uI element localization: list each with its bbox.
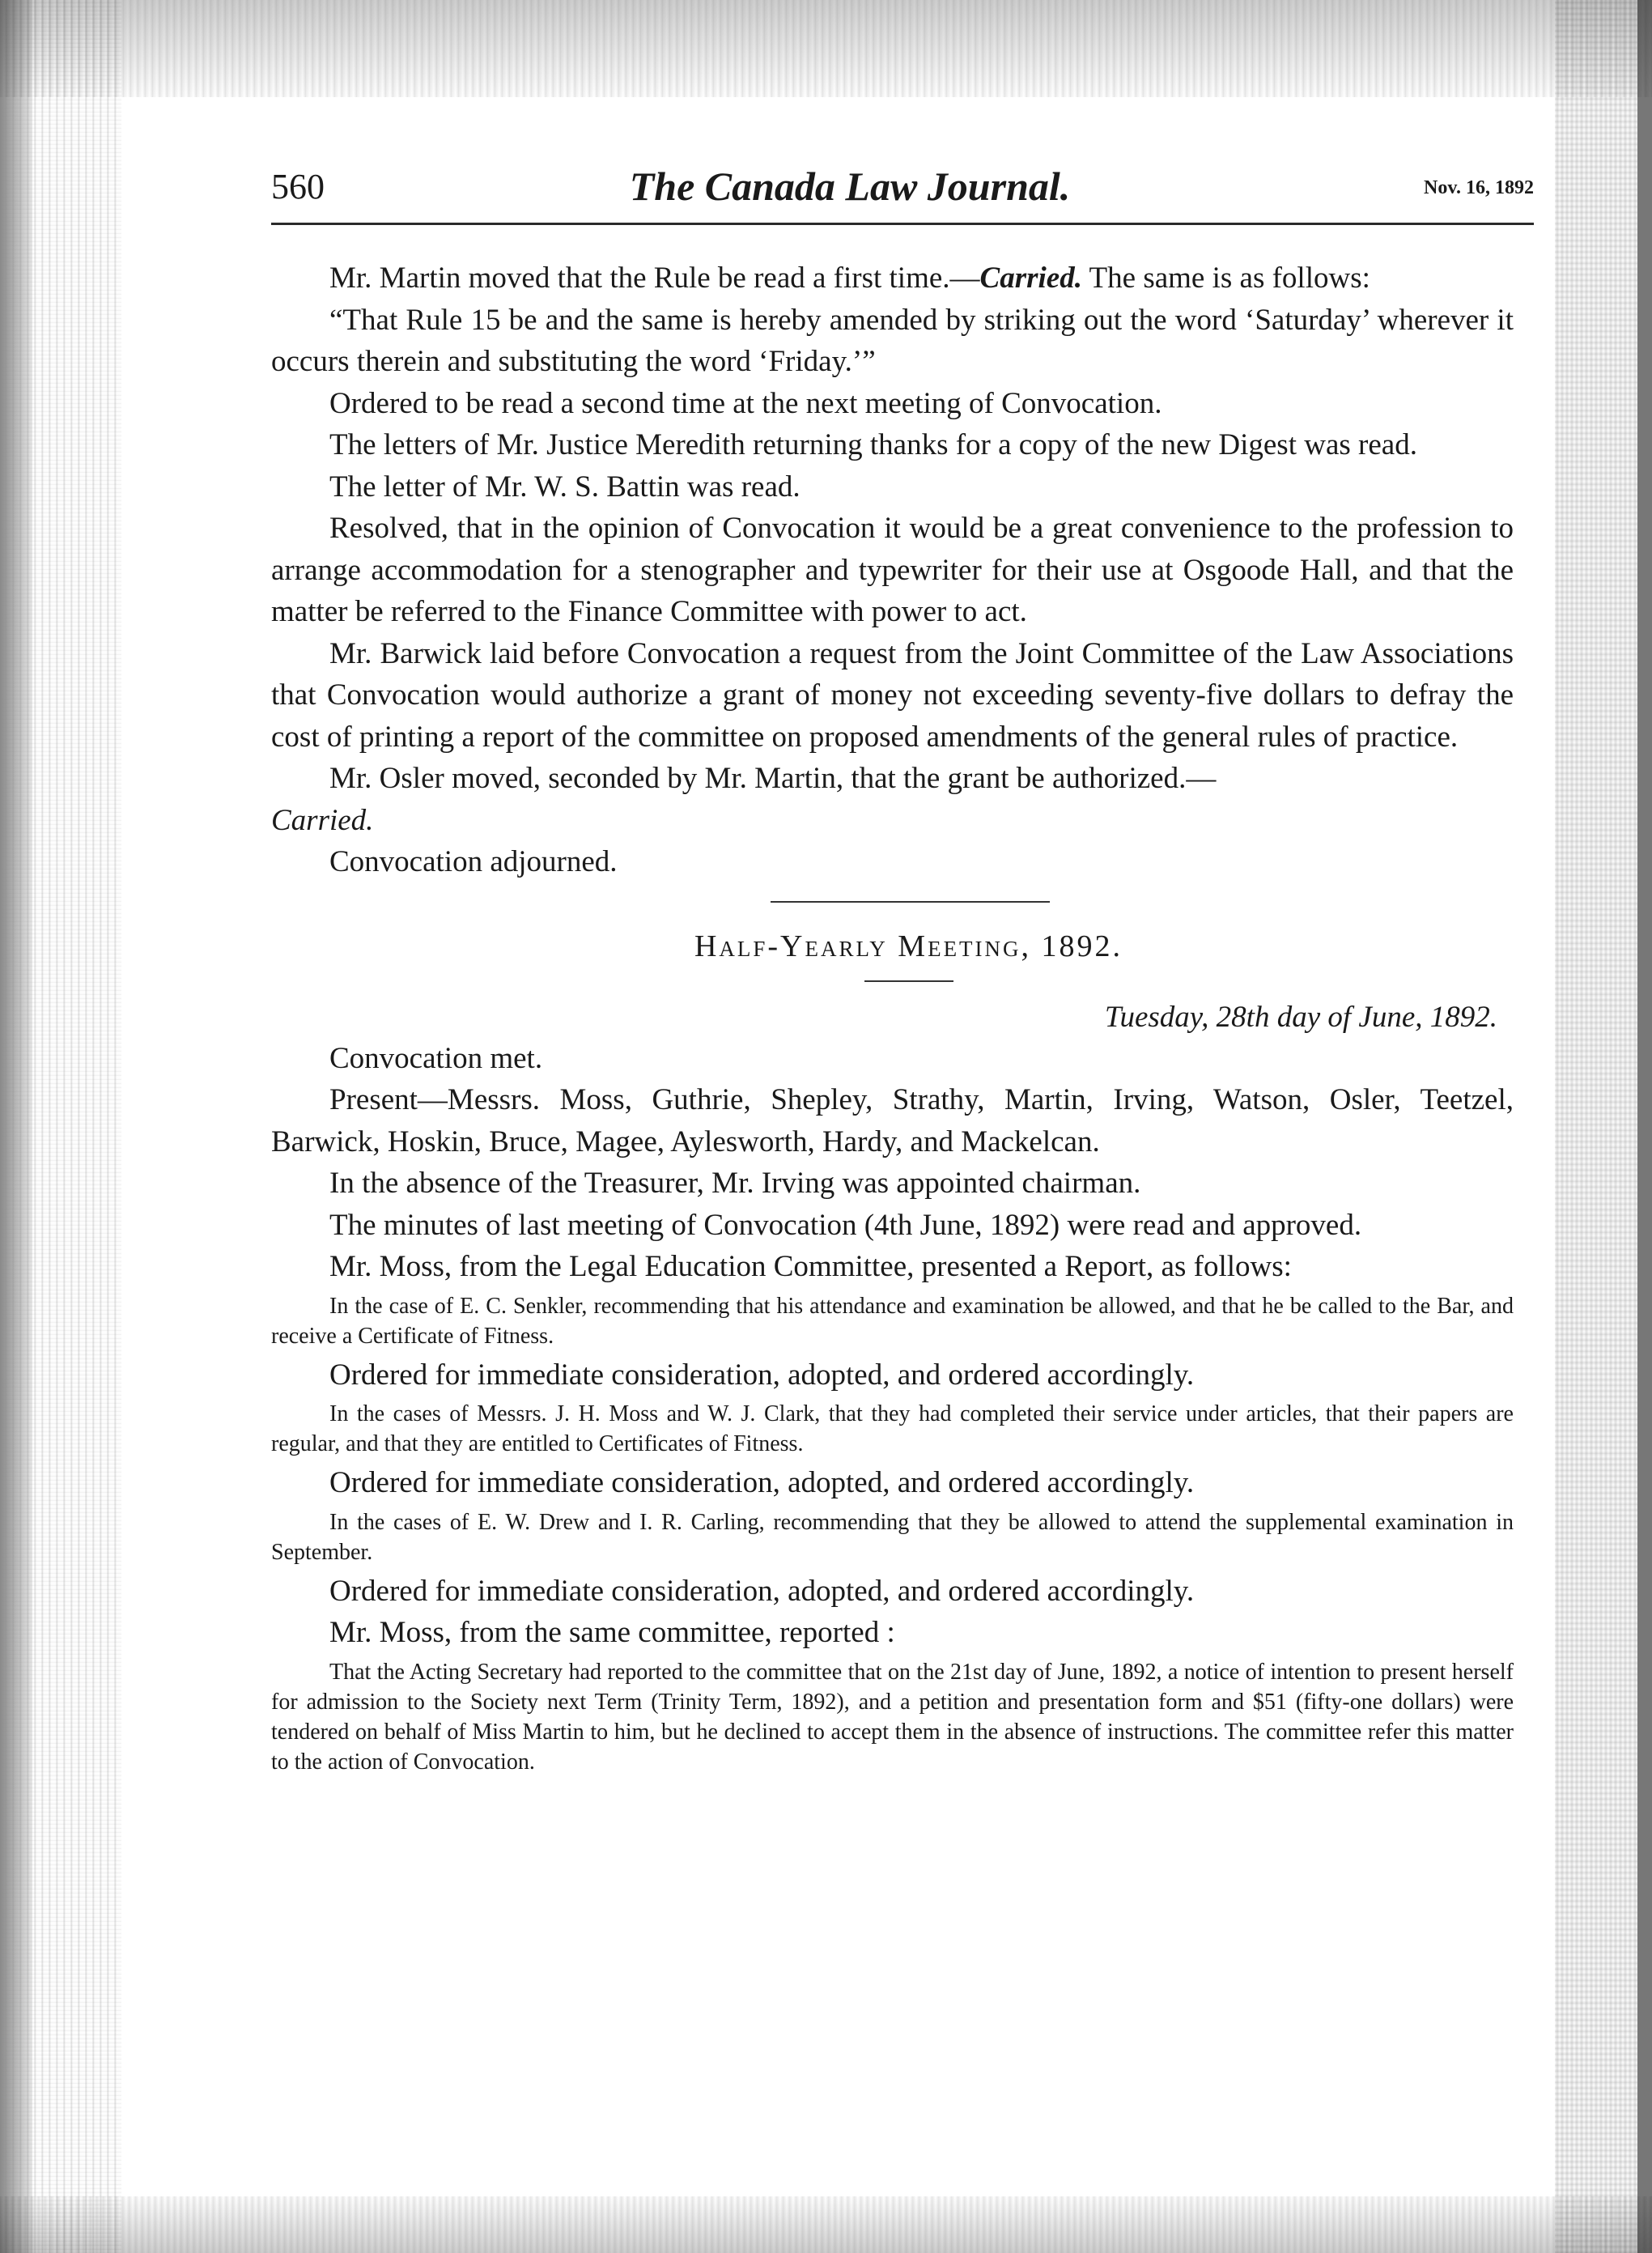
paragraph-meredith-letters: The letters of Mr. Justice Meredith returning thanks for a copy of the new Digest was read.	[329, 428, 1417, 461]
paragraph-minutes-approved: The minutes of last meeting of Convocation (4th June, 1892) were read and approved.	[329, 1208, 1362, 1242]
paragraph-second-reading: Ordered to be read a second time at the next meeting of Convocation.	[329, 386, 1162, 420]
order-drew-carling: Ordered for immediate consideration, adopted, and ordered accordingly.	[329, 1574, 1195, 1608]
page-body	[271, 257, 1514, 1780]
paragraph-battin-letter: The letter of Mr. W. S. Battin was read.	[329, 470, 801, 504]
paragraph-first-reading: Mr. Martin moved that the Rule be read a first time.—Carried. The same is as follows:	[329, 261, 1370, 295]
paragraph-stenographer-resolution: Resolved, that in the opinion of Convocation it would be a great convenience to the profession to arrange accommodation for a stenographer and typewriter for their use at Osgoode Hall, and that the matter be referred to the Finance Committee with power to act.	[271, 512, 1514, 628]
journal-title: The Canada Law Journal.	[629, 164, 1071, 209]
meeting-dateline: Tuesday, 28th day of June, 1892.	[1104, 1000, 1497, 1034]
order-moss-clark: Ordered for immediate consideration, adopted, and ordered accordingly.	[329, 1466, 1195, 1499]
order-senkler: Ordered for immediate consideration, adopted, and ordered accordingly.	[329, 1358, 1195, 1392]
paragraph-moss-second-report: Mr. Moss, from the same committee, reported :	[329, 1616, 895, 1649]
scan-edge-right	[1555, 0, 1652, 2253]
report-item-drew-carling: In the cases of E. W. Drew and I. R. Carling, recommending that they be allowed to attend the supplemental examination in September.	[271, 1509, 1514, 1565]
scan-edge-left	[0, 0, 121, 2253]
paragraph-moss-report: Mr. Moss, from the Legal Education Committee, presented a Report, as follows:	[329, 1250, 1292, 1283]
report-item-moss-clark: In the cases of Messrs. J. H. Moss and W. J. Clark, that they had completed their service under articles, that their papers are regular, and that they are entitled to Certificates of Fitness.	[271, 1401, 1514, 1456]
paragraph-chairman: In the absence of the Treasurer, Mr. Irving was appointed chairman.	[329, 1167, 1141, 1200]
report-item-miss-martin: That the Acting Secretary had reported to the committee that on the 21st day of June, 1892, a notice of intention to present herself for admission to the Society next Term (Trinity Term, 1892), and a petition and presentation form and $51 (fifty-one dollars) were tendered on behalf of Miss Martin to him, but he declined to accept them in the absence of instructions. The committee refer this matter to the action of Convocation.	[271, 1659, 1514, 1775]
page-number: 560	[271, 167, 325, 206]
issue-date: Nov. 16, 1892	[1423, 177, 1534, 198]
header-rule	[271, 223, 1534, 225]
page-header	[271, 158, 1534, 215]
report-item-senkler: In the case of E. C. Senkler, recommending that his attendance and examination be allowed, and that he be called to the Bar, and receive a Certificate of Fitness.	[271, 1293, 1514, 1349]
paragraph-convocation-met: Convocation met.	[329, 1041, 543, 1075]
journal-page	[271, 0, 1534, 2253]
paragraph-osler-motion: Mr. Osler moved, seconded by Mr. Martin, that the grant be authorized.— Carried.	[271, 762, 1217, 837]
paragraph-adjourned: Convocation adjourned.	[329, 845, 618, 878]
paragraph-rule-text: “That Rule 15 be and the same is hereby amended by striking out the word ‘Saturday’ wherever it occurs therein and substituting the word ‘Friday.’”	[271, 303, 1514, 378]
paragraph-barwick-request: Mr. Barwick laid before Convocation a request from the Joint Committee of the Law Associations that Convocation would authorize a grant of money not exceeding seventy-five dollars to defray the cost of printing a report of the committee on proposed amendments of the general rules of practice.	[271, 636, 1514, 754]
paragraph-present: Present—Messrs. Moss, Guthrie, Shepley, Strathy, Martin, Irving, Watson, Osler, Teetzel, Barwick, Hoskin, Bruce, Magee, Aylesworth, Hardy, and Mackelcan.	[271, 1083, 1514, 1158]
section-heading: Half-Yearly Meeting, 1892.	[694, 929, 1123, 963]
heading-divider	[864, 980, 953, 982]
section-divider	[771, 901, 1050, 903]
